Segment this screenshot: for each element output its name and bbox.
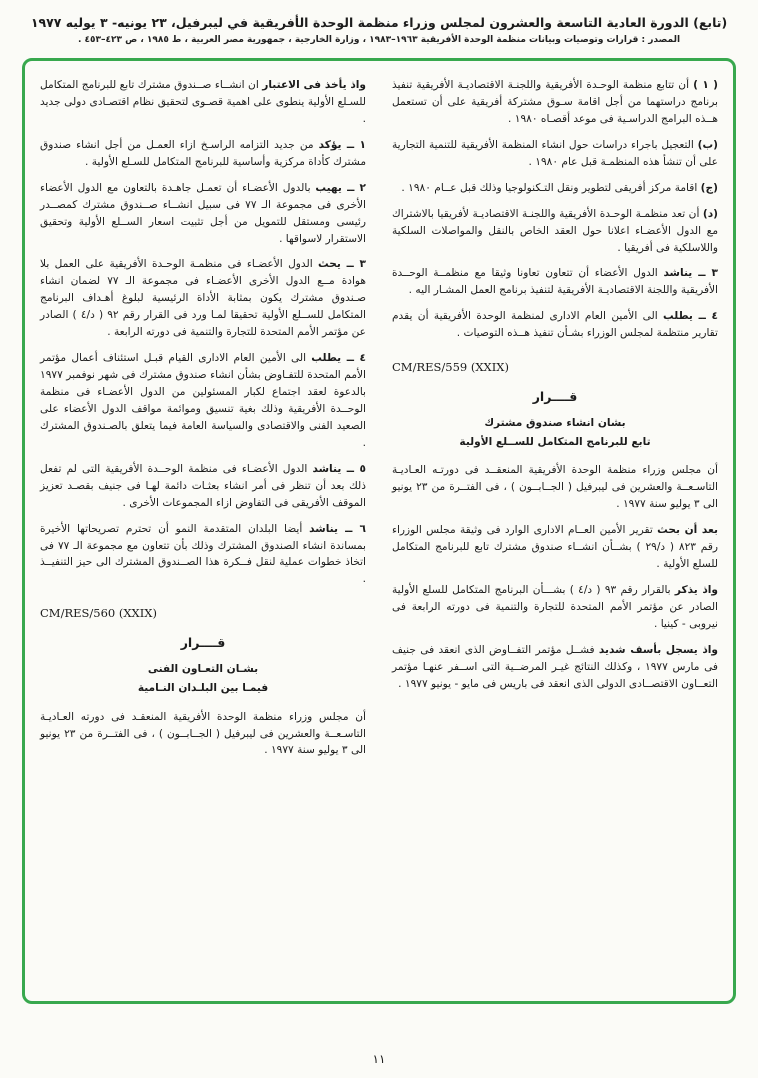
resolution-559-paragraph-4 xyxy=(40,350,366,452)
resolution-560-opening xyxy=(40,709,366,760)
paragraph-text: ان انشــاء صــندوق مشترك تابع للبرنامج المتكامل للسـلع الأولية ينطوى على اهمية قصـوى لتحقيق نظام اقتصـادى دولى جديد . xyxy=(40,79,366,125)
paragraph-text: اقامة مركز أفريقى لتطوير ونقل التـكنولوجيا وذلك قبل عــام ١٩٨٠ . xyxy=(401,181,701,194)
paragraph-lead: (ب) xyxy=(697,138,718,151)
paragraph-lead: بعد أن بحث xyxy=(657,524,718,537)
paragraph-text: بالقرار رقم ٩٣ ( د/٤ ) بشـــأن البرنامج المتكامل للسلع الأولية الصادر عن مؤتمر الأمم المتحدة للتجارة والتنمية فى دورته الرابعة فى نيروبى - كينيا . xyxy=(392,584,718,630)
paragraph-lead: ٦ ــ يناشد xyxy=(309,522,366,535)
resolution-559-preamble-noting xyxy=(392,642,718,693)
resolution-558-item-d xyxy=(392,206,718,257)
paragraph-lead: ٤ ــ يطلب xyxy=(311,352,366,365)
paragraph-lead: ٣ ــ يحث xyxy=(318,258,366,271)
resolution-559-subtitle-line2: تابع للبرنامج المتكامل للســلع الأولية xyxy=(459,435,651,448)
paragraph-lead: ٤ ــ يطلب xyxy=(663,310,718,323)
resolution-559-paragraph-1 xyxy=(40,137,366,171)
paragraph-text: أيضا البلدان المتقدمة النمو أن تحترم تصريحاتها الأخيرة بمساندة انشاء الصندوق المشترك وذلك بأن تتعاون مع مجموعة الـ ٧٧ فى اتخاذ خطوات عملية لنقل فــكرة هذا الصــندوق المشترك الى حيز التنفيــذ . xyxy=(40,522,367,586)
paragraph-lead: واذ يأخذ فى الاعتبار xyxy=(262,79,366,91)
paragraph-text: بالدول الأعضـاء أن تعمـل جاهـدة بالتعاون مع الدول الأعضاء الأخرى فى مجموعة الـ ٧٧ فى سبيل انشــاء صــندوق مشترك كمصــدر رئيسى ومستقل للتمويل من أجل تثبيت اسعار الســلع الأولية وتحقيق الاستقرار لاسواقها . xyxy=(40,181,366,245)
paragraph-text: فشــل مؤتمر التفــاوض الذى انعقد فى جنيف فى مارس ١٩٧٧ ، وكذلك النتائج غيـر المرضــية التى اســفر عنهـا مؤتمر التعــاون الاقتصــادى الدولى الذى انعقد فى باريس فى مايو - يونيو ١٩٧٧ . xyxy=(392,643,718,690)
resolution-559-preamble-considered xyxy=(392,522,718,573)
resolution-ref-560: CM/RES/560 (XXIX) xyxy=(40,606,157,621)
paragraph-text: الدول الأعضـاء فى منظمة الوحــدة الأفريقية التى لم تفعل ذلك بعد أن تنظر فى أمر انشاء بعثـات دائمة لهـا فى جنيف بقصـد تعزيز الموقف الأفريقى فى التفاوض ازاء المجموعات الأخرى . xyxy=(40,462,366,509)
resolution-560-subtitle-line2: فيمـا بين البلـدان النـامية xyxy=(137,681,269,694)
resolution-558-item-a xyxy=(392,77,718,128)
resolution-559-subtitle xyxy=(392,415,718,451)
header-source: المصدر : قرارات وتوصيات وبيانات منظمة الوحدة الأفريقية ١٩٦٣–١٩٨٣ ، وزارة الخارجية ، جمهورية مصر العربية ، ط ١٩٨٥ ، ص ٤٢٣–٤٥٣ . xyxy=(77,35,681,45)
resolution-558-item-c xyxy=(392,180,718,197)
resolution-559-title: قــــرار xyxy=(532,388,578,404)
resolution-558-item-b xyxy=(392,137,718,171)
paragraph-text: الدول الأعضاء أن تتعاون تعاونا وثيقا مع منظمــة الوحــدة الأفريقية واللجنة الاقتصاديـة الأفريقية لتنفيذ برنامج العمل المشـار اليه . xyxy=(392,267,718,297)
page-number: ١١ xyxy=(372,1052,386,1066)
paragraph-text: أن مجلس وزراء منظمة الوحدة الأفريقية المنعقــد فى دورتـه العـاديـة التاسـعــة والعشرين فى ليبرفيل ( الجــابــون ) ، فى الفتــرة من ٢٣ يونيو الى ٣ يوليو سنة ١٩٧٧ . xyxy=(392,464,718,511)
paragraph-lead: (ج) xyxy=(700,181,718,194)
resolution-559-subtitle-line1: بشان انشاء صندوق مشترك xyxy=(484,416,626,429)
two-column-layout xyxy=(40,77,718,993)
resolution-560-subtitle xyxy=(40,661,366,697)
paragraph-lead: ( ١ ) xyxy=(693,79,718,91)
resolution-559-preamble-taking-into-account xyxy=(40,77,366,128)
resolution-559-opening xyxy=(392,462,718,513)
page-header xyxy=(0,0,758,45)
resolution-560-subtitle-line1: بشـان التعـاون الفنى xyxy=(147,662,259,675)
resolution-ref-559: CM/RES/559 (XXIX) xyxy=(392,360,509,375)
paragraph-text: تقرير الأمين العــام الادارى الوارد فى وثيقة مجلس الوزراء رقم ٨٢٣ ( د/٢٩ ) بشــأن انشــاء صندوق مشترك تابع للبرنامج المتكامل للسلع الأولية . xyxy=(392,524,719,571)
resolution-560-title: قــــرار xyxy=(180,634,226,650)
paragraph-lead: ٣ ــ يناشد xyxy=(663,267,718,280)
resolution-559-paragraph-5 xyxy=(40,461,366,512)
paragraph-text: أن تتابع منظمة الوحـدة الأفريقية واللجنـة الاقتصاديـة الأفريقية تنفيذ برنامج دراستهما من أجل اقامة سـوق مشتركة أفريقية على أن تستعمل هــذه البرامج الدراسـية فى موعد أقصـاه ١٩٨٠ . xyxy=(392,79,718,125)
content-border-frame xyxy=(22,58,736,1004)
right-column xyxy=(392,77,718,993)
header-title: (تابع) الدورة العادية التاسعة والعشرون لمجلس وزراء منظمة الوحدة الأفريقية في ليبرفيل، ٢٣ يونيه- ٣ يوليه ١٩٧٧ xyxy=(30,15,728,30)
paragraph-lead: (د) xyxy=(702,207,718,220)
resolution-559-paragraph-2 xyxy=(40,180,366,248)
paragraph-text: الدول الأعضـاء فى منظمـة الوحـدة الأفريقية على العمل بلا هوادة مــع الدول الأخرى الأعضـاء فى مجموعة الـ ٧٧ لضمان انشاء صـندوق مشترك يكون بمثابة الأداة الرئيسية لبلوغ أهـداف البرنامج المتكامل للســلع الأولية تحقيقا لمـا ورد فى القرار رقم ٩٢ ( د/٤ ) الصادر عن مؤتمر الأمم المتحدة للتجارة والتنمية فى دورته الرابعة . xyxy=(40,258,366,339)
paragraph-text: الى الأمين العام الادارى القيام قبـل استئناف أعمال مؤتمر الأمم المتحدة للتفـاوض بشأن انشاء صندوق مشترك فى شهر نوفمبر ١٩٧٧ بالدعوة لعقد اجتماع لكبار المسئولين من الدول الأعضـاء فى منظمة الوحــدة الأفريقية وذلك بغية تنسيق وموائمة مواقف الدول الأعضاء على الصعيد الفنى والاقتصادى والسياسة العامة فيما يتعلق بالصـندوق المشترك . xyxy=(40,352,366,449)
paragraph-text: التعجيل باجراء دراسات حول انشاء المنظمة الأفريقية للتنمية التجارية على أن تنشأ هذه المنظمـة قبل عام ١٩٨٠ . xyxy=(392,138,718,168)
paragraph-text: أن تعد منظمـة الوحـدة الأفريقية واللجنـة الاقتصاديـة لأفريقيا بالاشتراك مع الدول الأعضـاء اعلانا حول العقد الخاص بالنقل والمواصلات السلكية واللاسلكية فى أفريقيا . xyxy=(392,207,718,254)
paragraph-text: من جديد التزامه الراسـخ ازاء العمـل من أجل انشاء صندوق مشترك كأداة مركزية وأساسية للبرنامج المتكامل للسـلع الأولية . xyxy=(40,138,366,168)
paragraph-lead: ٢ ــ يهيب xyxy=(315,181,366,194)
paragraph-lead: ١ ــ يؤكد xyxy=(318,138,366,151)
resolution-559-paragraph-3 xyxy=(40,256,366,341)
paragraph-text: الى الأمين العام الادارى لمنظمة الوحدة الأفريقية أن يقدم تقارير منتظمة لمجلس الوزراء بشـأن تنفيذ هــذه التوصيات . xyxy=(392,310,718,340)
paragraph-lead: ٥ ــ يناشد xyxy=(312,462,366,475)
paragraph-lead: واذ يذكر xyxy=(674,584,718,597)
resolution-558-paragraph-3 xyxy=(392,265,718,299)
resolution-559-paragraph-6 xyxy=(40,521,366,589)
resolution-559-preamble-recalling xyxy=(392,582,718,633)
paragraph-lead: واذ يسجل بأسف شديد xyxy=(598,643,718,656)
resolution-558-paragraph-4 xyxy=(392,308,718,342)
left-column xyxy=(40,77,366,993)
paragraph-text: أن مجلس وزراء منظمة الوحدة الأفريقية المنعقـد فى دورته العـاديـة التاسـعــة والعشرين فى ليبرفيل ( الجــابــون ) ، فى الفتــرة من ٢٣ يونيو الى ٣ يوليو سنة ١٩٧٧ . xyxy=(40,710,366,757)
